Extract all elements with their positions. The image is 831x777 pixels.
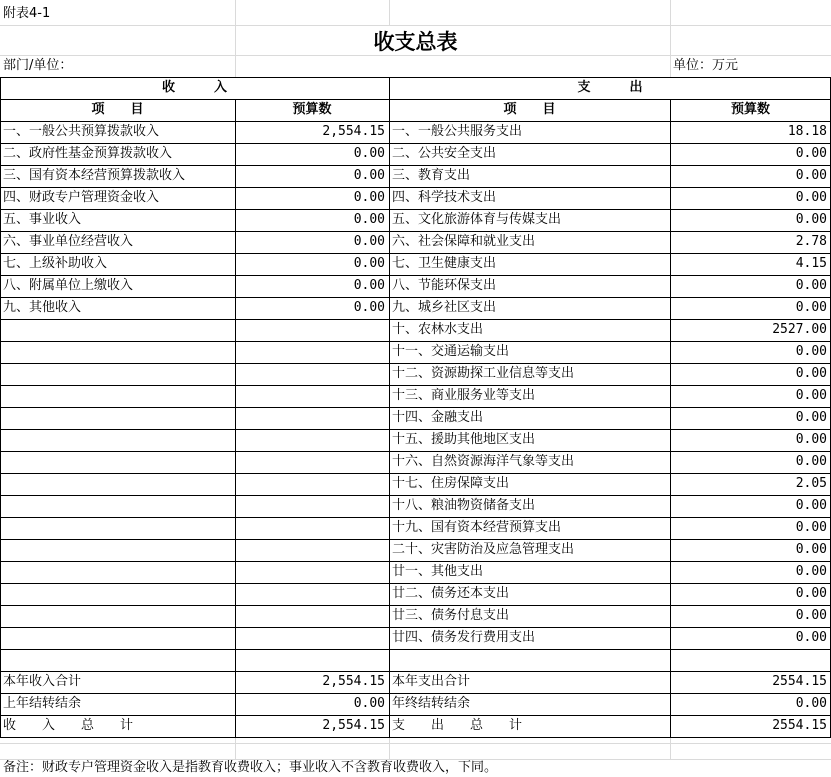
income-budget-column-header: 预算数 [292, 102, 332, 117]
income-item-name: 八、附属单位上缴收入 [3, 278, 134, 293]
table-border [0, 539, 831, 540]
income-item-value: 0.00 [353, 300, 385, 315]
expense-item-name: 九、城乡社区支出 [392, 300, 497, 315]
gridline [670, 0, 671, 77]
expense-item-value: 0.00 [795, 542, 827, 557]
expense-budget-column-header: 预算数 [730, 102, 770, 117]
carryover-income-value: 0.00 [353, 696, 385, 711]
income-item-name: 二、政府性基金预算拨款收入 [3, 146, 173, 161]
table-border [0, 671, 831, 672]
income-section-header: 收 入 [161, 80, 227, 95]
expense-item-value: 18.18 [787, 124, 827, 139]
expense-item-name: 十九、国有资本经营预算支出 [392, 520, 562, 535]
expense-item-name: 十、农林水支出 [392, 322, 484, 337]
income-item-value: 0.00 [353, 212, 385, 227]
table-border [0, 209, 831, 210]
gridline [0, 743, 831, 744]
expense-item-name: 十六、自然资源海洋气象等支出 [392, 454, 575, 469]
expense-item-name: 八、节能环保支出 [392, 278, 497, 293]
income-item-name: 五、事业收入 [3, 212, 82, 227]
footnote: 备注：财政专户管理资金收入是指教育收费收入；事业收入不含教育收费收入，下同。 [3, 760, 498, 775]
gridline [0, 55, 831, 56]
income-item-name: 三、国有资本经营预算拨款收入 [3, 168, 186, 183]
page-title: 收支总表 [373, 30, 458, 54]
expense-item-value: 2527.00 [772, 322, 827, 337]
table-border [0, 121, 831, 122]
table-border [0, 407, 831, 408]
expense-item-value: 0.00 [795, 410, 827, 425]
total-income-value: 2,554.15 [322, 674, 385, 689]
expense-item-name: 十五、援助其他地区支出 [392, 432, 536, 447]
expense-item-value: 0.00 [795, 168, 827, 183]
income-item-name: 一、一般公共预算拨款收入 [3, 124, 160, 139]
table-border [0, 319, 831, 320]
gridline [235, 737, 236, 759]
income-item-name: 七、上级补助收入 [3, 256, 108, 271]
table-border [0, 429, 831, 430]
expense-item-value: 0.00 [795, 608, 827, 623]
expense-item-name: 五、文化旅游体育与传媒支出 [392, 212, 562, 227]
expense-item-value: 0.00 [795, 278, 827, 293]
expense-item-name: 十八、粮油物资储备支出 [392, 498, 536, 513]
expense-item-name: 一、一般公共服务支出 [392, 124, 523, 139]
table-border [0, 561, 831, 562]
table-border [0, 275, 831, 276]
expense-item-value: 0.00 [795, 520, 827, 535]
gridline [389, 0, 390, 25]
income-item-column-header: 项 目 [91, 102, 144, 117]
income-item-name: 九、其他收入 [3, 300, 82, 315]
expense-item-value: 0.00 [795, 630, 827, 645]
gridline [670, 737, 671, 759]
department-label: 部门/单位： [3, 58, 73, 73]
grand-total-income-label: 收 入 总 计 [3, 718, 134, 733]
expense-item-name: 四、科学技术支出 [392, 190, 497, 205]
grand-total-expense-value: 2554.15 [772, 718, 827, 733]
table-border [0, 715, 831, 716]
table-border [0, 77, 1, 737]
table-border [0, 341, 831, 342]
carryover-expense-label: 年终结转结余 [392, 696, 471, 711]
table-border [0, 143, 831, 144]
expense-item-name: 十二、资源勘探工业信息等支出 [392, 366, 575, 381]
expense-item-value: 0.00 [795, 146, 827, 161]
income-item-name: 四、财政专户管理资金收入 [3, 190, 160, 205]
expense-item-value: 0.00 [795, 564, 827, 579]
expense-item-value: 2.78 [795, 234, 827, 249]
income-item-value: 0.00 [353, 278, 385, 293]
table-border [0, 583, 831, 584]
unit-label: 单位：万元 [673, 58, 739, 73]
expense-item-value: 0.00 [795, 366, 827, 381]
expense-item-name: 十七、住房保障支出 [392, 476, 510, 491]
expense-item-value: 4.15 [795, 256, 827, 271]
expense-item-value: 0.00 [795, 498, 827, 513]
expense-item-name: 廿二、债务还本支出 [392, 586, 510, 601]
expense-item-value: 0.00 [795, 454, 827, 469]
table-border [0, 77, 831, 78]
total-income-label: 本年收入合计 [3, 674, 82, 689]
expense-item-value: 0.00 [795, 190, 827, 205]
expense-item-name: 十三、商业服务业等支出 [392, 388, 536, 403]
table-border [0, 627, 831, 628]
income-item-value: 0.00 [353, 168, 385, 183]
gridline [0, 25, 831, 26]
table-border [0, 363, 831, 364]
gridline [235, 0, 236, 77]
table-border [389, 77, 390, 737]
expense-item-name: 三、教育支出 [392, 168, 471, 183]
table-border [0, 297, 831, 298]
table-border [0, 451, 831, 452]
total-expense-label: 本年支出合计 [392, 674, 471, 689]
gridline [0, 759, 831, 760]
income-item-value: 0.00 [353, 146, 385, 161]
income-item-value: 0.00 [353, 190, 385, 205]
table-border [0, 165, 831, 166]
table-border [0, 231, 831, 232]
expense-item-value: 0.00 [795, 344, 827, 359]
table-border [670, 99, 671, 737]
total-expense-value: 2554.15 [772, 674, 827, 689]
expense-item-name: 廿一、其他支出 [392, 564, 484, 579]
expense-item-value: 0.00 [795, 212, 827, 227]
annex-label: 附表4-1 [3, 6, 51, 21]
expense-item-value: 2.05 [795, 476, 827, 491]
table-border [0, 99, 831, 100]
table-border [0, 385, 831, 386]
gridline [389, 737, 390, 759]
expense-section-header: 支 出 [577, 80, 643, 95]
expense-item-value: 0.00 [795, 388, 827, 403]
expense-item-name: 廿四、债务发行费用支出 [392, 630, 536, 645]
expense-item-value: 0.00 [795, 432, 827, 447]
expense-item-name: 七、卫生健康支出 [392, 256, 497, 271]
carryover-income-label: 上年结转结余 [3, 696, 82, 711]
table-border [0, 473, 831, 474]
table-border [0, 495, 831, 496]
income-item-value: 2,554.15 [322, 124, 385, 139]
income-item-name: 六、事业单位经营收入 [3, 234, 134, 249]
expense-item-name: 六、社会保障和就业支出 [392, 234, 536, 249]
expense-item-column-header: 项 目 [503, 102, 556, 117]
expense-item-name: 十一、交通运输支出 [392, 344, 510, 359]
grand-total-expense-label: 支 出 总 计 [392, 718, 523, 733]
expense-item-name: 十四、金融支出 [392, 410, 484, 425]
income-item-value: 0.00 [353, 256, 385, 271]
table-border [0, 649, 831, 650]
expense-item-name: 廿三、债务付息支出 [392, 608, 510, 623]
expense-item-name: 二、公共安全支出 [392, 146, 497, 161]
table-border [235, 99, 236, 737]
table-border [0, 605, 831, 606]
expense-item-value: 0.00 [795, 586, 827, 601]
carryover-expense-value: 0.00 [795, 696, 827, 711]
grand-total-income-value: 2,554.15 [322, 718, 385, 733]
table-border [0, 693, 831, 694]
income-item-value: 0.00 [353, 234, 385, 249]
expense-item-name: 二十、灾害防治及应急管理支出 [392, 542, 575, 557]
table-border [0, 253, 831, 254]
table-border [0, 737, 831, 738]
expense-item-value: 0.00 [795, 300, 827, 315]
table-border [0, 187, 831, 188]
table-border [0, 517, 831, 518]
